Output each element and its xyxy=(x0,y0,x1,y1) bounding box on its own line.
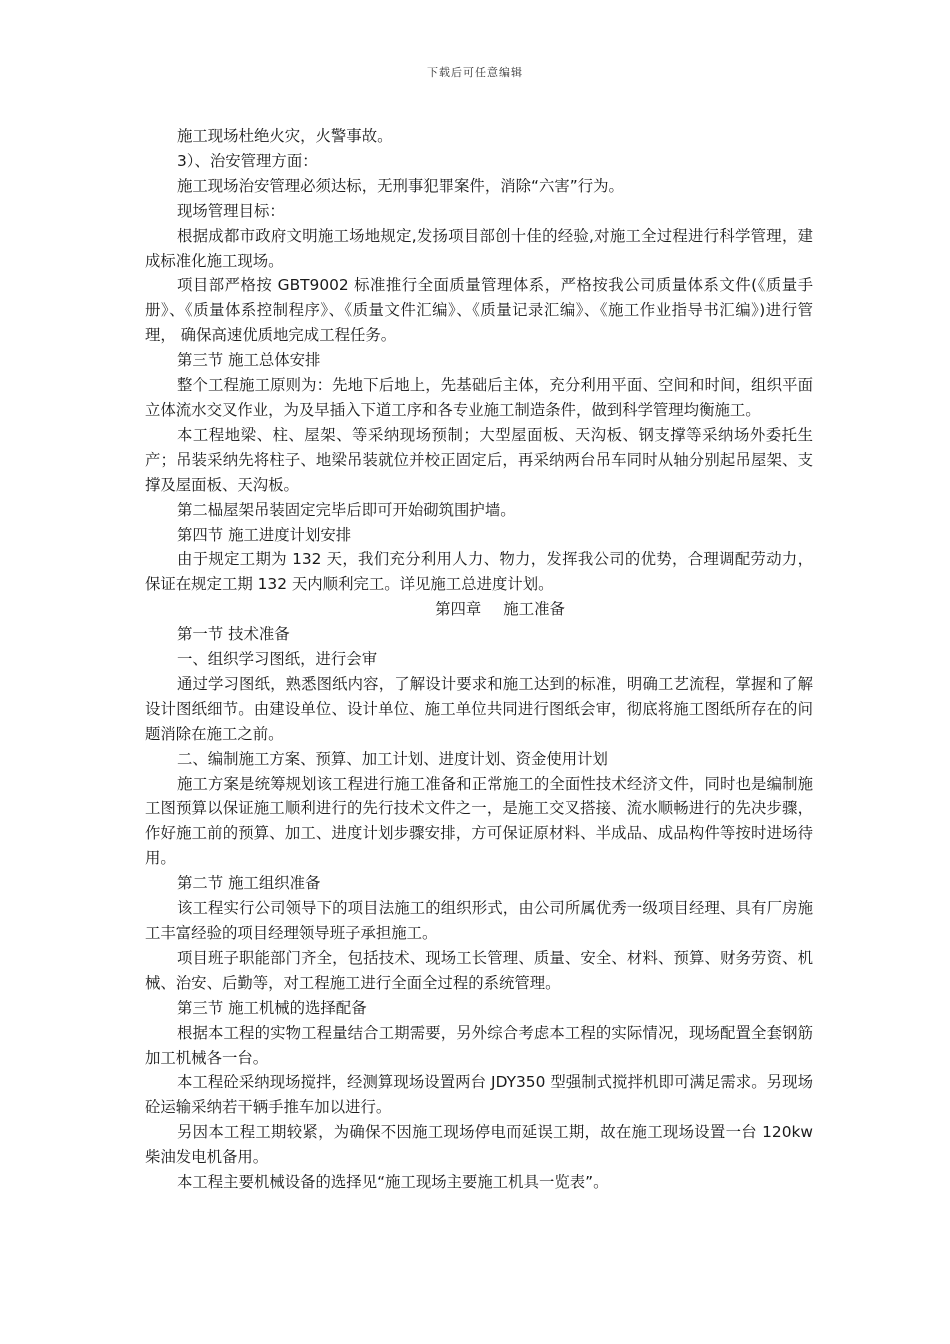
paragraph: 施工现场治安管理必须达标，无刑事犯罪案件，消除“六害”行为。 xyxy=(177,176,624,195)
section-heading: 第三节 施工总体安排 xyxy=(177,351,321,370)
subsection-heading: 二、编制施工方案、预算、加工计划、进度计划、资金使用计划 xyxy=(177,749,608,768)
paragraph: 本工程地梁、柱、屋架、等采纳现场预制；大型屋面板、天沟板、钢支撑等采纳场外委托生产；吊装采纳先将柱子、地梁吊装就位并校正固定后，再采纳两台吊车同时从轴分别起吊屋架、支撑及屋面板、天沟板。 xyxy=(145,425,813,494)
paragraph: 根据本工程的实物工程量结合工期需要，另外综合考虑本工程的实际情况，现场配置全套钢筋加工机械各一台。 xyxy=(145,1023,813,1067)
chapter-heading xyxy=(145,597,813,622)
list-heading: 3）、治安管理方面： xyxy=(177,151,318,170)
section-heading: 第二节 施工组织准备 xyxy=(177,874,321,893)
paragraph: 该工程实行公司领导下的项目法施工的组织形式，由公司所属优秀一级项目经理、具有厂房施工丰富经验的项目经理领导班子承担施工。 xyxy=(145,899,813,942)
paragraph: 项目班子职能部门齐全，包括技术、现场工长管理、质量、安全、材料、预算、财务劳资、机械、治安、后勤等，对工程施工进行全面全过程的系统管理。 xyxy=(145,948,813,992)
paragraph: 由于规定工期为 132 天，我们充分利用人力、物力，发挥我公司的优势，合理调配劳动力，保证在规定工期 132 天内顺利完工。详见施工总进度计划。 xyxy=(145,550,813,594)
paragraph: 通过学习图纸，熟悉图纸内容，了解设计要求和施工达到的标准，明确工艺流程，掌握和了解设计图纸细节。由建设单位、设计单位、施工单位共同进行图纸会审，彻底将施工图纸所存在的问题消除在施工之前。 xyxy=(145,674,813,743)
paragraph: 现场管理目标： xyxy=(177,201,285,220)
document-body xyxy=(145,124,813,1195)
chapter-number: 第四章 xyxy=(435,600,482,619)
section-heading: 第四节 施工进度计划安排 xyxy=(177,525,352,544)
subsection-heading: 一、组织学习图纸，进行会审 xyxy=(177,650,378,669)
paragraph: 项目部严格按 GBT9002 标准推行全面质量管理体系，严格按我公司质量体系文件(《质量手册》、《质量体系控制程序》、《质量文件汇编》、《质量记录汇编》、《施工作业指导书汇编》)进行管理， 确保高速优质地完成工程任务。 xyxy=(145,276,813,345)
paragraph: 施工现场杜绝火灾，火警事故。 xyxy=(177,127,393,145)
paragraph: 本工程主要机械设备的选择见“施工现场主要施工机具一览表”。 xyxy=(177,1173,609,1192)
paragraph: 施工方案是统筹规划该工程进行施工准备和正常施工的全面性技术经济文件，同时也是编制施工图预算以保证施工顺利进行的先行技术文件之一，是施工交叉搭接、流水顺畅进行的先决步骤，作好施工前的预算、加工、进度计划步骤安排，方可保证原材料、半成品、成品构件等按时进场待用。 xyxy=(145,774,813,868)
section-heading: 第三节 施工机械的选择配备 xyxy=(177,998,367,1017)
paragraph: 另因本工程工期较紧，为确保不因施工现场停电而延误工期，故在施工现场设置一台 120kw 柴油发电机备用。 xyxy=(145,1123,813,1167)
paragraph: 根据成都市政府文明施工场地规定,发扬项目部创十佳的经验,对施工全过程进行科学管理，建成标准化施工现场。 xyxy=(145,226,813,270)
section-heading: 第一节 技术准备 xyxy=(177,625,290,644)
paragraph: 本工程砼采纳现场搅拌，经测算现场设置两台 JDY350 型强制式搅拌机即可满足需求。另现场砼运输采纳若干辆手推车加以进行。 xyxy=(145,1073,813,1117)
chapter-title: 施工准备 xyxy=(503,600,565,619)
paragraph: 第二榀屋架吊装固定完毕后即可开始砌筑围护墙。 xyxy=(177,500,516,519)
page-header: 下载后可任意编辑 xyxy=(427,66,523,79)
paragraph: 整个工程施工原则为：先地下后地上，先基础后主体，充分利用平面、空间和时间，组织平面立体流水交叉作业，为及早插入下道工序和各专业施工制造条件，做到科学管理均衡施工。 xyxy=(145,376,813,419)
